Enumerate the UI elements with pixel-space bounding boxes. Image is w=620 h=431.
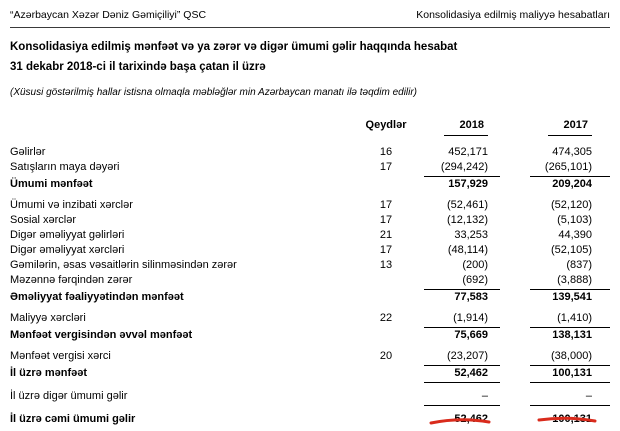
row-label: İl üzrə digər ümumi gəlir: [10, 390, 128, 402]
table-row: [10, 228, 610, 243]
value-2017: 209,204: [552, 178, 592, 190]
note-ref: 13: [379, 259, 393, 271]
table-row: [10, 145, 610, 160]
table-row-subtotal: [10, 366, 610, 383]
table-row-subtotal: [10, 328, 610, 343]
value-2018: 452,171: [448, 146, 488, 158]
row-label: İl üzrə mənfəət: [10, 367, 88, 379]
row-label: Ümumi mənfəət: [10, 178, 93, 190]
value-2017: 100,131: [552, 413, 592, 425]
note-ref: 22: [379, 312, 393, 324]
note-ref: 17: [379, 199, 393, 211]
value-2018: 157,929: [448, 178, 488, 190]
value-2018: (48,114): [447, 244, 488, 256]
note-ref: 17: [379, 161, 393, 173]
value-2017: (837): [566, 259, 592, 271]
statement-period: 31 dekabr 2018-ci il tarixində başa çatan il üzrə: [10, 61, 266, 73]
report-type: Konsolidasiya edilmiş maliyyə hesabatları: [416, 9, 610, 21]
value-2017: (3,888): [530, 273, 610, 290]
row-label: Mənfəət vergisindən əvvəl mənfəət: [10, 329, 193, 341]
value-2017: (38,000): [530, 349, 610, 366]
value-2017: 474,305: [552, 146, 592, 158]
note-ref: 16: [379, 146, 393, 158]
value-2017: 100,131: [530, 366, 610, 383]
table-row-subtotal: [10, 177, 610, 192]
value-2017: 44,390: [558, 229, 592, 241]
note-ref: 21: [379, 229, 393, 241]
table-row: [10, 213, 610, 228]
column-header-2018: 2018: [412, 118, 500, 136]
row-label: Sosial xərclər: [10, 214, 77, 226]
row-label: Gəlirlər: [10, 146, 46, 158]
value-2018: 33,253: [454, 229, 488, 241]
value-2017: (265,101): [530, 160, 610, 177]
column-header-notes: Qeydlər: [365, 119, 407, 131]
row-label: Ümumi və inzibati xərclər: [10, 199, 133, 211]
value-2017: 139,541: [552, 291, 592, 303]
value-2018: 52,462: [424, 366, 500, 383]
income-statement-table: [10, 118, 610, 431]
note-ref: 17: [379, 244, 393, 256]
table-row: [10, 273, 610, 290]
row-label: Maliyyə xərcləri: [10, 312, 86, 324]
value-2017: 138,131: [552, 329, 592, 341]
column-header-2017: 2017: [500, 118, 610, 136]
value-2018: 77,583: [454, 291, 488, 303]
value-2017: –: [530, 389, 610, 406]
value-2017: (1,410): [530, 311, 610, 328]
table-row-subtotal: [10, 290, 610, 305]
row-label: Digər əməliyyat xərcləri: [10, 244, 125, 256]
value-2018: 75,669: [454, 329, 488, 341]
table-row: [10, 311, 610, 328]
value-2018: (52,461): [447, 199, 488, 211]
row-label: Mənfəət vergisi xərci: [10, 350, 111, 362]
table-row: [10, 160, 610, 177]
table-row: [10, 198, 610, 213]
row-label: Məzənnə fərqindən zərər: [10, 274, 133, 286]
row-label: Satışların maya dəyəri: [10, 161, 120, 173]
company-name: “Azərbaycan Xəzər Dəniz Gəmiçiliyi” QSC: [10, 9, 207, 21]
row-label: Gəmilərin, əsas vəsaitlərin silinməsindən zərər: [10, 259, 237, 271]
row-label: Digər əməliyyat gəlirləri: [10, 229, 125, 241]
value-2018: –: [424, 389, 500, 406]
measurement-note: (Xüsusi göstərilmiş hallar istisna olmaqla məbləğlər min Azərbaycan manatı ilə təqdim edilir): [10, 87, 418, 98]
table-row-total: [10, 412, 610, 427]
table-header-row: [10, 118, 610, 136]
page-header: [10, 6, 610, 28]
row-label: Əməliyyat fəaliyyətindən mənfəət: [10, 291, 184, 303]
value-2018: (294,242): [424, 160, 500, 177]
table-row: [10, 349, 610, 366]
note-ref: 20: [379, 350, 393, 362]
value-2018: (23,207): [424, 349, 500, 366]
table-row: [10, 243, 610, 258]
value-2018: (1,914): [424, 311, 500, 328]
value-2018: (200): [462, 259, 488, 271]
value-2018: 52,462: [454, 413, 488, 425]
table-row: [10, 258, 610, 273]
value-2017: (52,120): [551, 199, 592, 211]
value-2017: (52,105): [551, 244, 592, 256]
row-label: İl üzrə cəmi ümumi gəlir: [10, 413, 136, 425]
value-2017: (5,103): [557, 214, 592, 226]
statement-title: Konsolidasiya edilmiş mənfəət və ya zərər və digər ümumi gəlir haqqında hesabat: [10, 41, 458, 53]
note-ref: 17: [379, 214, 393, 226]
table-row: [10, 389, 610, 406]
value-2018: (12,132): [447, 214, 488, 226]
value-2018: (692): [424, 273, 500, 290]
